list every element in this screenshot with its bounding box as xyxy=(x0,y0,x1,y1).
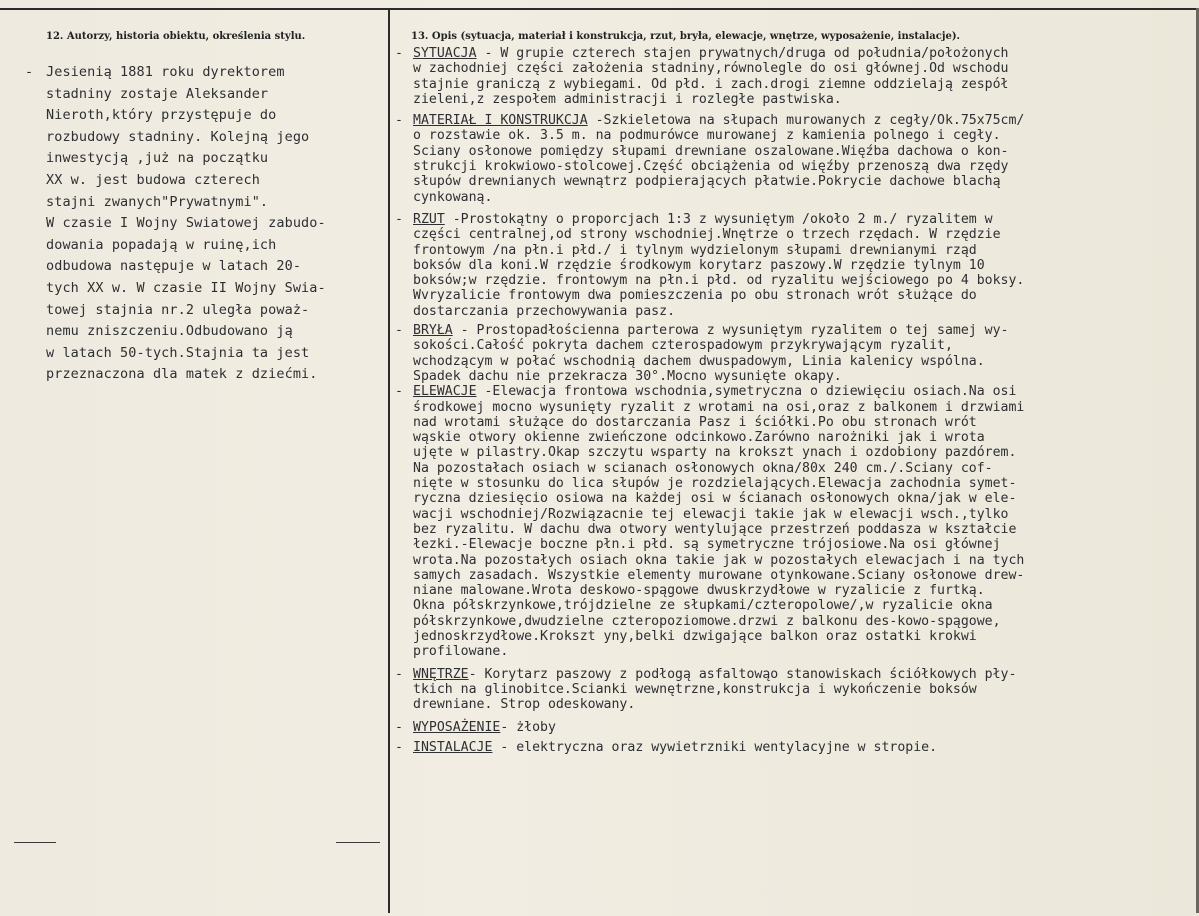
section-line: - INSTALACJE - elektryczna oraz wywietrzniki wentylacyjne w stropie. xyxy=(395,739,938,755)
section-wyposazenie xyxy=(395,720,1195,735)
section-line: niane malowane.Wrota deskowo-spągowe dwuskrzydłowe w ryzalicie z furtką. xyxy=(413,583,985,599)
section-line: tkich na glinobitce.Scianki wewnętrzne,konstrukcja i wykończenie boksów xyxy=(413,681,977,697)
section-line: Na pozostałach osiach w scianach osłonowych okna/80x 240 cm./.Sciany cof- xyxy=(413,460,993,476)
section-text: - W grupie czterech stajen prywatnych/druga od południa/położonych xyxy=(476,46,1009,61)
section-title: MATERIAŁ I KONSTRUKCJA xyxy=(413,113,588,129)
history-line: stajni zwanych"Prywatnymi". xyxy=(46,193,269,210)
section-line: Spadek dachu nie przekracza 30°.Mocno wysunięte okapy. xyxy=(413,368,842,384)
section-line: boksów dla koni.W rzędzie środkowym korytarz paszowy.W rzędzie tylnym 10 xyxy=(413,257,985,273)
section-title: BRYŁA xyxy=(413,323,453,339)
description-text xyxy=(395,46,1195,755)
section-line: nad wrotami służące do dostarczania Pasz i ściółki.Po obu stronach wrót xyxy=(413,414,977,430)
section-text: - żłoby xyxy=(500,720,556,736)
section-line: drewniane. Strop odeskowany. xyxy=(413,697,636,713)
bottom-mark-middle xyxy=(336,842,380,843)
section-line: Sciany osłonowe pomiędzy słupami drewniane oszalowane.Więźba dachowa o kon- xyxy=(413,143,1009,159)
history-line: towej stajnia nr.2 uległa poważ- xyxy=(46,301,310,318)
history-line: przeznaczona dla matek z dziećmi. xyxy=(46,366,318,383)
bottom-mark-left xyxy=(14,842,56,843)
section-line: profilowane. xyxy=(413,644,509,660)
section-instalacje xyxy=(395,740,1195,755)
section-text: -Prostokątny o proporcjach 1:3 z wysuniętym /około 2 m./ ryzalitem w xyxy=(444,211,993,227)
history-line: w latach 50-tych.Stajnia ta jest xyxy=(46,344,310,361)
section-material xyxy=(395,113,1195,205)
history-text xyxy=(20,62,382,386)
section-line: wąskie otwory okienne zwieńczone odcinkowo.Zarówno narożniki jak i wrota xyxy=(413,430,985,446)
section-line: wchodzącym w połać wschodnią dachem dwuspadowym, Linia kalenicy wspólna. xyxy=(413,353,985,369)
section-line: boksów;w rzędzie. frontowym na płn.i płd. od ryzalitu wejściowego po 4 boksy. xyxy=(413,273,1025,289)
section-line: jednoskrzydłowe.Krokszt yny,belki dzwigające balkon oraz ostatki krokwi xyxy=(413,628,977,644)
section-title: SYTUACJA xyxy=(413,46,477,61)
section-line: samych zasadach. Wszystkie elementy murowane otynkowane.Sciany osłonowe drew- xyxy=(413,567,1025,583)
history-line: rozbudowy stadniny. Kolejną jego xyxy=(46,128,310,145)
section-line: wacji wschodniej/Rozwiązacnie tej elewacji takie jak w elewacji wsch.,tylko xyxy=(413,506,1009,522)
section-line: - WYPOSAŻENIE- żłoby xyxy=(395,720,556,736)
section-line: - RZUT -Prostokątny o proporcjach 1:3 z wysuniętym /około 2 m./ ryzalitem w xyxy=(395,211,993,227)
section-line: - SYTUACJA - W grupie czterech stajen prywatnych/druga od południa/położonych xyxy=(395,46,1009,61)
section-elewacje xyxy=(395,384,1195,659)
column-divider xyxy=(388,8,390,913)
section-line: stajnie graniczą z wybiegami. Od płd. i zach.drogi ziemne oddzielają zespół xyxy=(413,76,1009,92)
section-line: Okna półskrzynkowe,trójdzielne ze słupkami/czteropolowe/,w ryzalicie okna xyxy=(413,598,993,614)
section-title: WYPOSAŻENIE xyxy=(413,720,501,736)
section-line: o rozstawie ok. 3.5 m. na podmurówce murowanej z kamienia polnego i cegły. xyxy=(413,128,1001,144)
section-rzut xyxy=(395,212,1195,319)
section-line: - ELEWACJE -Elewacja frontowa wschodnia,symetryczna o dziewięciu osiach.Na osi xyxy=(395,384,1017,400)
section-title: RZUT xyxy=(413,211,445,227)
history-line: tych XX w. W czasie II Wojny Swia- xyxy=(46,279,326,296)
section-line: cynkowaną. xyxy=(413,189,493,205)
section-title: WNĘTRZE xyxy=(413,666,469,682)
history-line: XX w. jest budowa czterech xyxy=(46,171,260,188)
section-line: w zachodniej części założenia stadniny,równolegle do osi głównej.Od wschodu xyxy=(413,61,1009,77)
section-line: ryczna dziesięcio osiowa na każdej osi w ścianach osłonowych okna/jak w ele- xyxy=(413,491,1017,507)
history-line: inwestycją ,już na początku xyxy=(46,150,269,167)
section-line: słupów drewnianych wewnątrz podpierających płatwie.Pokrycie dachowe blachą xyxy=(413,174,1001,190)
section-line: - MATERIAŁ I KONSTRUKCJA -Szkieletowa na słupach murowanych z cegły/Ok.75x75cm/ xyxy=(395,113,1025,129)
history-line: - Jesienią 1881 roku dyrektorem xyxy=(20,62,382,84)
section-sytuacja xyxy=(395,46,1195,107)
section-line: strukcji krokwiowo-stolcowej.Część obciążenia od więźby przenoszą dwa rzędy xyxy=(413,159,1009,175)
section-line: nięte w stosunku do lica słupów je rozdzielających.Elewacja zachodnia symet- xyxy=(413,476,1017,492)
section-line: zieleni,z zespołem administracji i rozległe pastwiska. xyxy=(413,91,842,107)
section-line: środkowej mocno wysunięty ryzalit z wrotami na osi,oraz z balkonem i drzwiami xyxy=(413,399,1025,415)
left-column-heading: 12. Autorzy, historia obiektu, określenia stylu. xyxy=(46,31,306,42)
section-title: ELEWACJE xyxy=(413,384,477,400)
section-bryla xyxy=(395,323,1195,384)
history-line: dowania popadają w ruinę,ich xyxy=(46,236,277,253)
section-line: dostarczania przechowywania pasz. xyxy=(413,303,676,319)
section-wnetrze xyxy=(395,667,1195,713)
section-line: wrota.Na pozostałych osiach okna takie jak w pozostałych elewacjach i na tych xyxy=(413,552,1025,568)
section-line: ujęte w pilastry.Okap szczytu wsparty na krokszt ynach i ozdobiony pazdórem. xyxy=(413,445,1017,461)
section-line: Wvryzalicie frontowym dwa pomieszczenia po obu stronach wrót służące do xyxy=(413,288,977,304)
section-text: - Korytarz paszowy z podłogą asfaltowąo stanowiskach ściółkowych pły- xyxy=(468,666,1017,682)
section-text: -Szkieletowa na słupach murowanych z cegły/Ok.75x75cm/ xyxy=(587,113,1025,129)
section-line: części centralnej,od strony wschodniej.Wnętrze o trzech rzędach. W rzędzie xyxy=(413,227,1001,243)
history-line: W czasie I Wojny Swiatowej zabudo- xyxy=(46,215,326,232)
top-rule xyxy=(0,8,1199,10)
section-line: półskrzynkowe,dwudzielne czteropoziomowe.drzwi z balkonu des-kowo-spągowe, xyxy=(413,613,1001,629)
history-line: odbudowa następuje w latach 20- xyxy=(46,258,302,275)
section-title: INSTALACJE xyxy=(413,739,493,755)
section-line: frontowym /na płn.i płd./ i tylnym wydzielonym słupami drewnianymi rząd xyxy=(413,242,977,258)
section-text: -Elewacja frontowa wschodnia,symetryczna o dziewięciu osiach.Na osi xyxy=(476,384,1017,400)
section-line: - WNĘTRZE- Korytarz paszowy z podłogą asfaltowąo stanowiskach ściółkowych pły- xyxy=(395,666,1017,682)
section-line: bez ryzalitu. W dachu dwa otwory wentylujące przestrzeń poddasza w kształcie xyxy=(413,521,1017,537)
section-line: łezki.-Elewacje boczne płn.i płd. są symetryczne trójosiowe.Na osi głównej xyxy=(413,537,1001,553)
section-text: - Prostopadłościenna parterowa z wysuniętym ryzalitem o tej samej wy- xyxy=(452,323,1009,339)
section-text: - elektryczna oraz wywietrzniki wentylacyjne w stropie. xyxy=(492,739,938,755)
section-line: sokości.Całość pokryta dachem czterospadowym przykrywającym ryzalit, xyxy=(413,338,953,354)
section-line: - BRYŁA - Prostopadłościenna parterowa z wysuniętym ryzalitem o tej samej wy- xyxy=(395,323,1009,339)
right-column-heading: 13. Opis (sytuacja, materiał i konstrukcja, rzut, bryła, elewacje, wnętrze, wyposażenie, instalacje). xyxy=(411,31,961,42)
history-line: stadniny zostaje Aleksander xyxy=(46,85,269,102)
history-line: nemu zniszczeniu.Odbudowano ją xyxy=(46,323,293,340)
history-line: Nieroth,który przystępuje do xyxy=(46,107,277,124)
